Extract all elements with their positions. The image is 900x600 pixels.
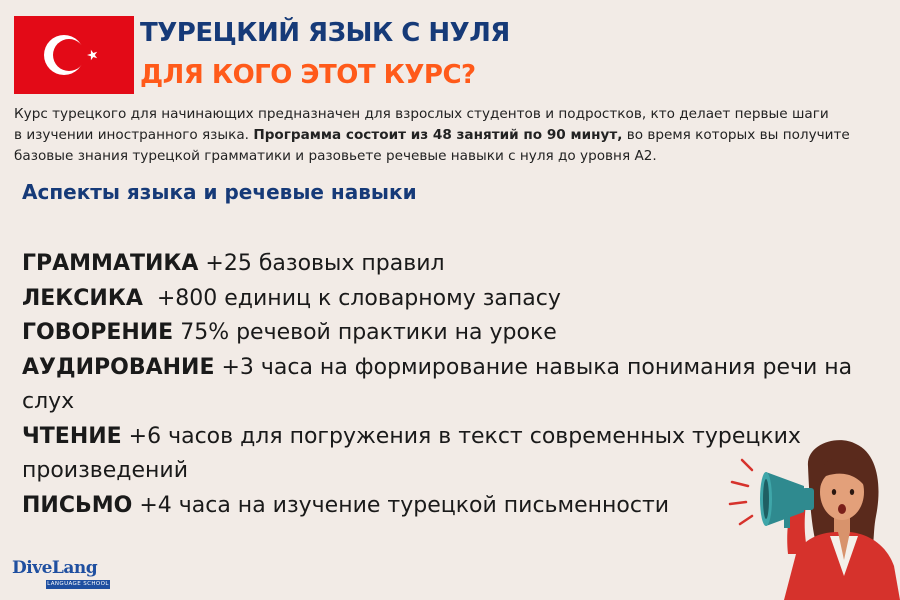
skill-detail: 75% речевой практики на уроке	[173, 320, 557, 345]
intro-line: Курс турецкого для начинающих предназначен для взрослых студентов и подростков, кто делает первые шаги	[14, 106, 829, 122]
skill-detail: +4 часа на изучение турецкой письменности	[132, 492, 670, 518]
skill-item-listening	[22, 351, 862, 420]
skill-item-speaking	[22, 316, 862, 351]
intro-text: в изучении иностранного языка.	[14, 127, 254, 143]
page-title: ТУРЕЦКИЙ ЯЗЫК С НУЛЯ	[140, 18, 510, 48]
intro-text: во время которых вы получите	[622, 127, 850, 143]
skill-detail: +25 базовых правил	[198, 251, 445, 276]
skill-item-vocabulary	[22, 282, 862, 317]
school-logo	[12, 558, 112, 592]
section-title: Аспекты языка и речевые навыки	[22, 180, 417, 204]
skill-name: АУДИРОВАНИЕ	[22, 354, 215, 380]
skill-detail: +800 единиц к словарному запасу	[142, 285, 561, 311]
woman-with-megaphone-illustration	[726, 436, 900, 600]
skill-item-reading	[22, 420, 812, 489]
intro-paragraph	[14, 104, 884, 167]
logo-tagline: LANGUAGE SCHOOL	[47, 581, 109, 587]
skill-item-grammar	[22, 247, 862, 282]
skill-name: ГОВОРЕНИЕ	[22, 320, 174, 345]
skill-detail: +3 часа на формирование навыка понимания речи на слух	[22, 354, 853, 414]
skill-name: ЛЕКСИКА	[22, 285, 143, 311]
skill-detail: +6 часов для погружения в текст современных турецких произведений	[22, 423, 801, 483]
intro-line	[14, 125, 884, 146]
page-subtitle: ДЛЯ КОГО ЭТОТ КУРС?	[140, 60, 476, 90]
turkey-flag-icon	[14, 16, 134, 94]
logo-name: DiveLang	[12, 558, 98, 578]
intro-highlight: Программа состоит из 48 занятий по 90 минут,	[253, 127, 623, 143]
skill-name: ЧТЕНИЕ	[22, 423, 122, 449]
intro-line: базовые знания турецкой грамматики и разовьете речевые навыки с нуля до уровня А2.	[14, 148, 657, 164]
skill-name: ПИСЬМО	[22, 492, 133, 518]
skill-name: ГРАММАТИКА	[22, 251, 199, 276]
